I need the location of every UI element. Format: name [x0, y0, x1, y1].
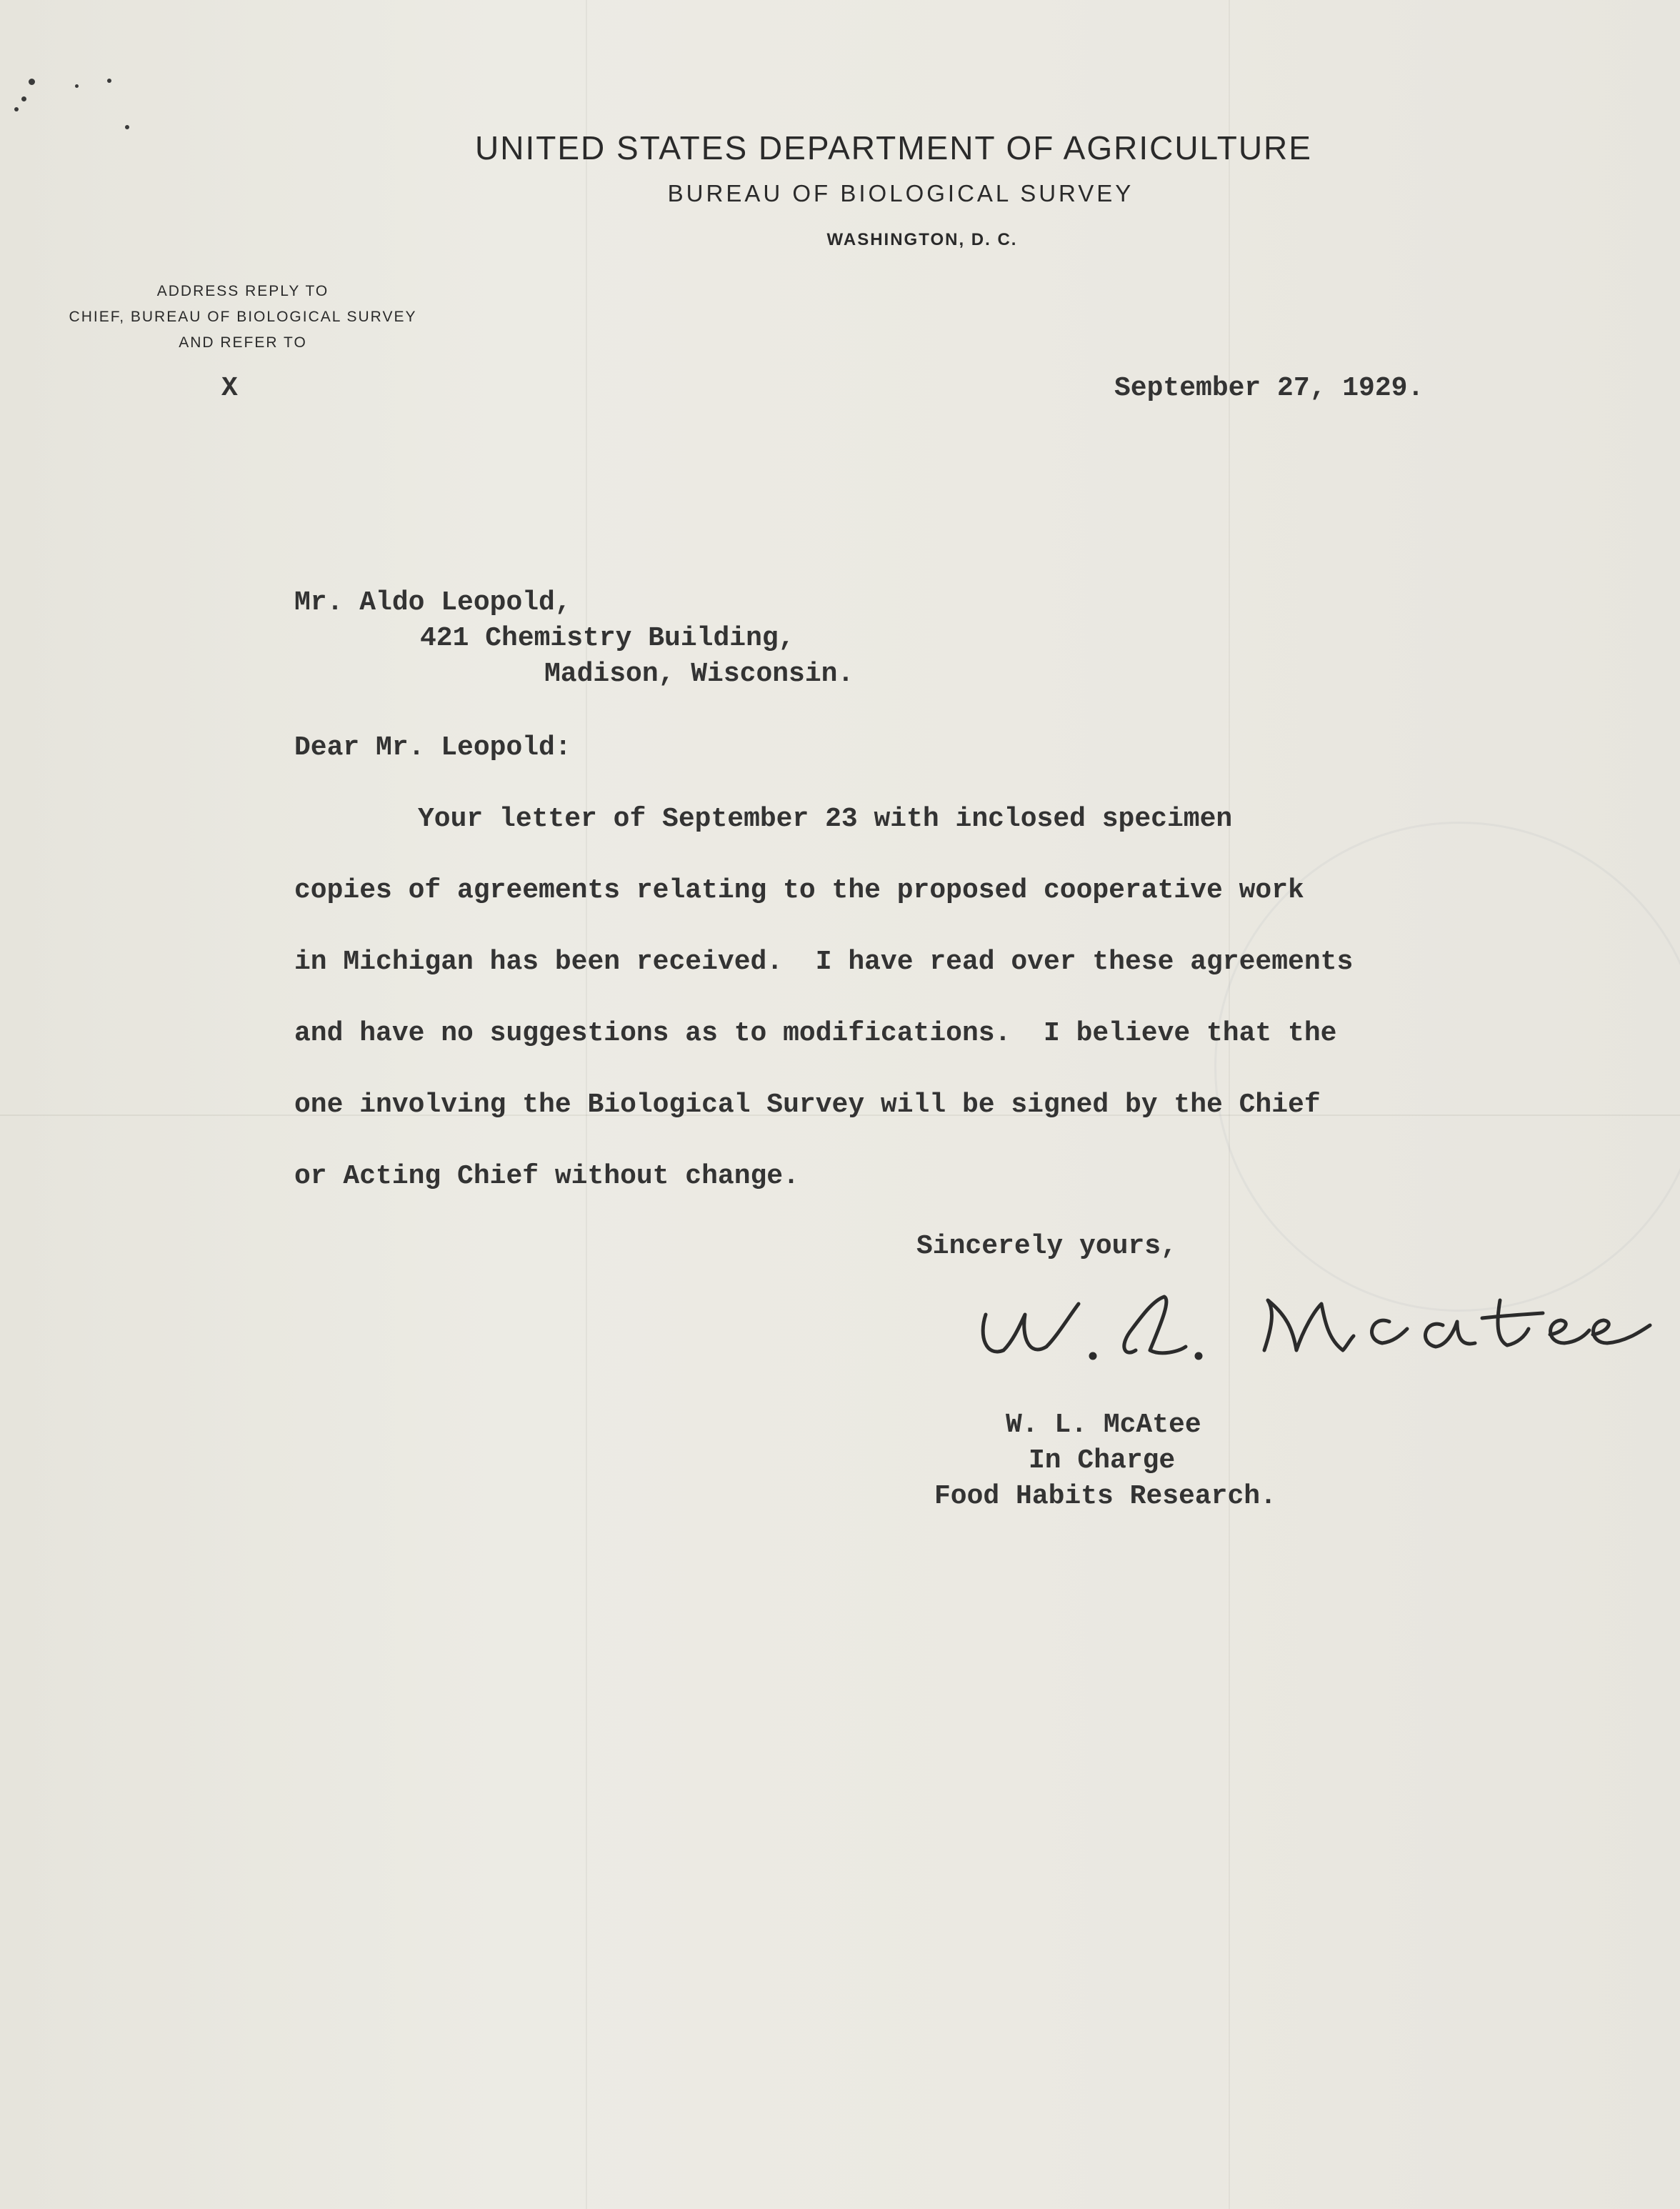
- closing: Sincerely yours,: [916, 1231, 1177, 1262]
- reply-line-1: ADDRESS REPLY TO: [156, 283, 329, 299]
- signer-name: W. L. McAtee: [1006, 1410, 1201, 1440]
- letterhead-city: WASHINGTON, D. C.: [826, 230, 1018, 249]
- punch-hole: [21, 96, 26, 101]
- body-line: and have no suggestions as to modifications. I believe that the: [294, 1018, 1337, 1049]
- reference-mark: X: [221, 373, 238, 404]
- reply-instructions: [43, 279, 443, 356]
- body-line: one involving the Biological Survey will be signed by the Chief: [294, 1089, 1321, 1120]
- body-line: copies of agreements relating to the proposed cooperative work: [294, 875, 1304, 906]
- punch-hole: [107, 79, 111, 83]
- reply-line-2: CHIEF, BUREAU OF BIOLOGICAL SURVEY: [69, 309, 417, 325]
- recipient-name: Mr. Aldo Leopold,: [294, 587, 571, 618]
- punch-hole: [14, 107, 19, 111]
- body-line: Your letter of September 23 with inclosed specimen: [418, 804, 1233, 834]
- signer-title: In Charge: [1029, 1445, 1176, 1476]
- handwritten-signature: [971, 1272, 1657, 1379]
- recipient-city: Madison, Wisconsin.: [544, 659, 854, 689]
- letterhead-bureau: BUREAU OF BIOLOGICAL SURVEY: [667, 180, 1134, 206]
- signer-unit: Food Habits Research.: [934, 1481, 1276, 1512]
- punch-hole: [75, 84, 79, 88]
- recipient-street: 421 Chemistry Building,: [420, 623, 795, 654]
- punch-hole: [29, 79, 35, 85]
- letter-date: September 27, 1929.: [1114, 373, 1424, 404]
- body-line: in Michigan has been received. I have read over these agreements: [294, 947, 1354, 977]
- salutation: Dear Mr. Leopold:: [294, 732, 571, 763]
- body-line: or Acting Chief without change.: [294, 1161, 799, 1192]
- letterhead-department: UNITED STATES DEPARTMENT OF AGRICULTURE: [475, 129, 1312, 166]
- reply-line-3: AND REFER TO: [179, 334, 307, 351]
